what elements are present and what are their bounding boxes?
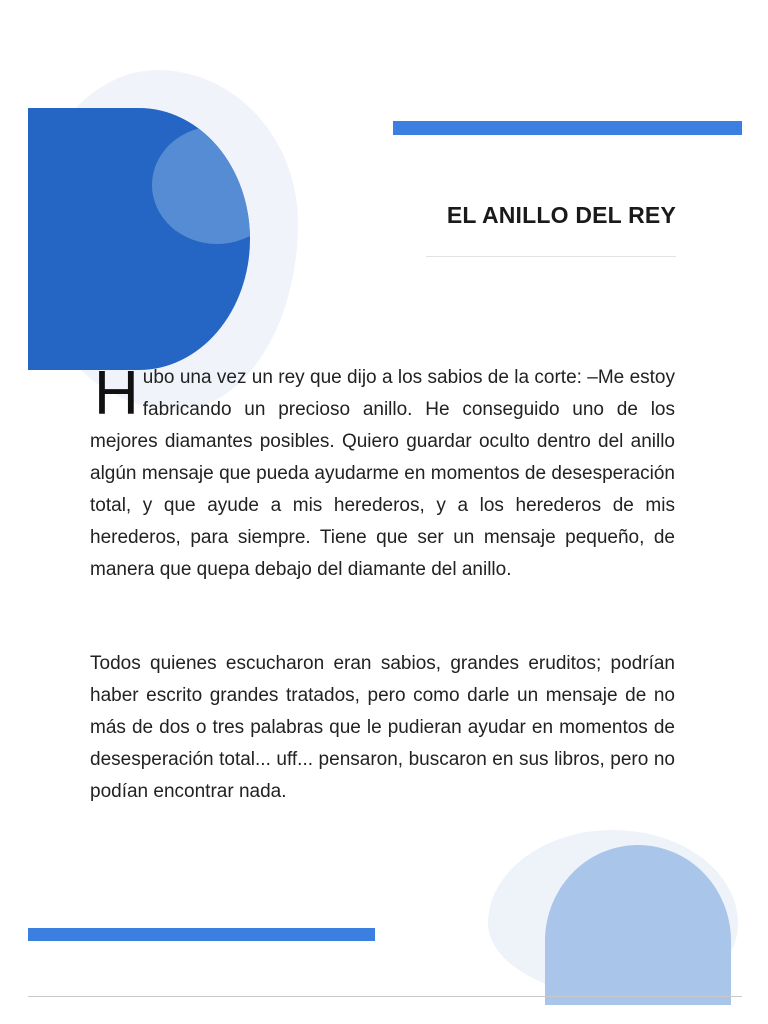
paragraph-1-text: ubo una vez un rey que dijo a los sabios de la corte: –Me estoy fabricando un precioso anillo. He conseguido uno de los mejores diamantes posibles. Quiero guardar oculto dentro del anillo algún mensaje que pueda ayudarme en momentos de desesperación total, y que ayude a mis herederos, y a los herederos de mis herederos, para siempre. Tiene que ser un mensaje pequeño, de manera que quepa debajo del diamante del anillo.: [90, 367, 675, 580]
footer-divider: [28, 996, 742, 997]
decorative-circle-highlight: [152, 126, 250, 244]
decorative-blue-circle: [28, 108, 250, 370]
decorative-bar-top: [393, 121, 742, 135]
drop-cap-letter: H: [94, 359, 139, 428]
title-underline: [426, 256, 676, 257]
decorative-bar-bottom: [28, 928, 375, 941]
paragraph-2: Todos quienes escucharon eran sabios, grandes eruditos; podrían haber escrito grandes tratados, pero como darle un mensaje de no más de dos o tres palabras que le pudieran ayudar en momentos de desesperación total... uff... pensaron, buscaron en sus libros, pero no podían encontrar nada.: [90, 653, 675, 802]
paragraph-1: [90, 359, 675, 586]
document-body: [90, 359, 675, 870]
document-title: EL ANILLO DEL REY: [446, 202, 676, 228]
